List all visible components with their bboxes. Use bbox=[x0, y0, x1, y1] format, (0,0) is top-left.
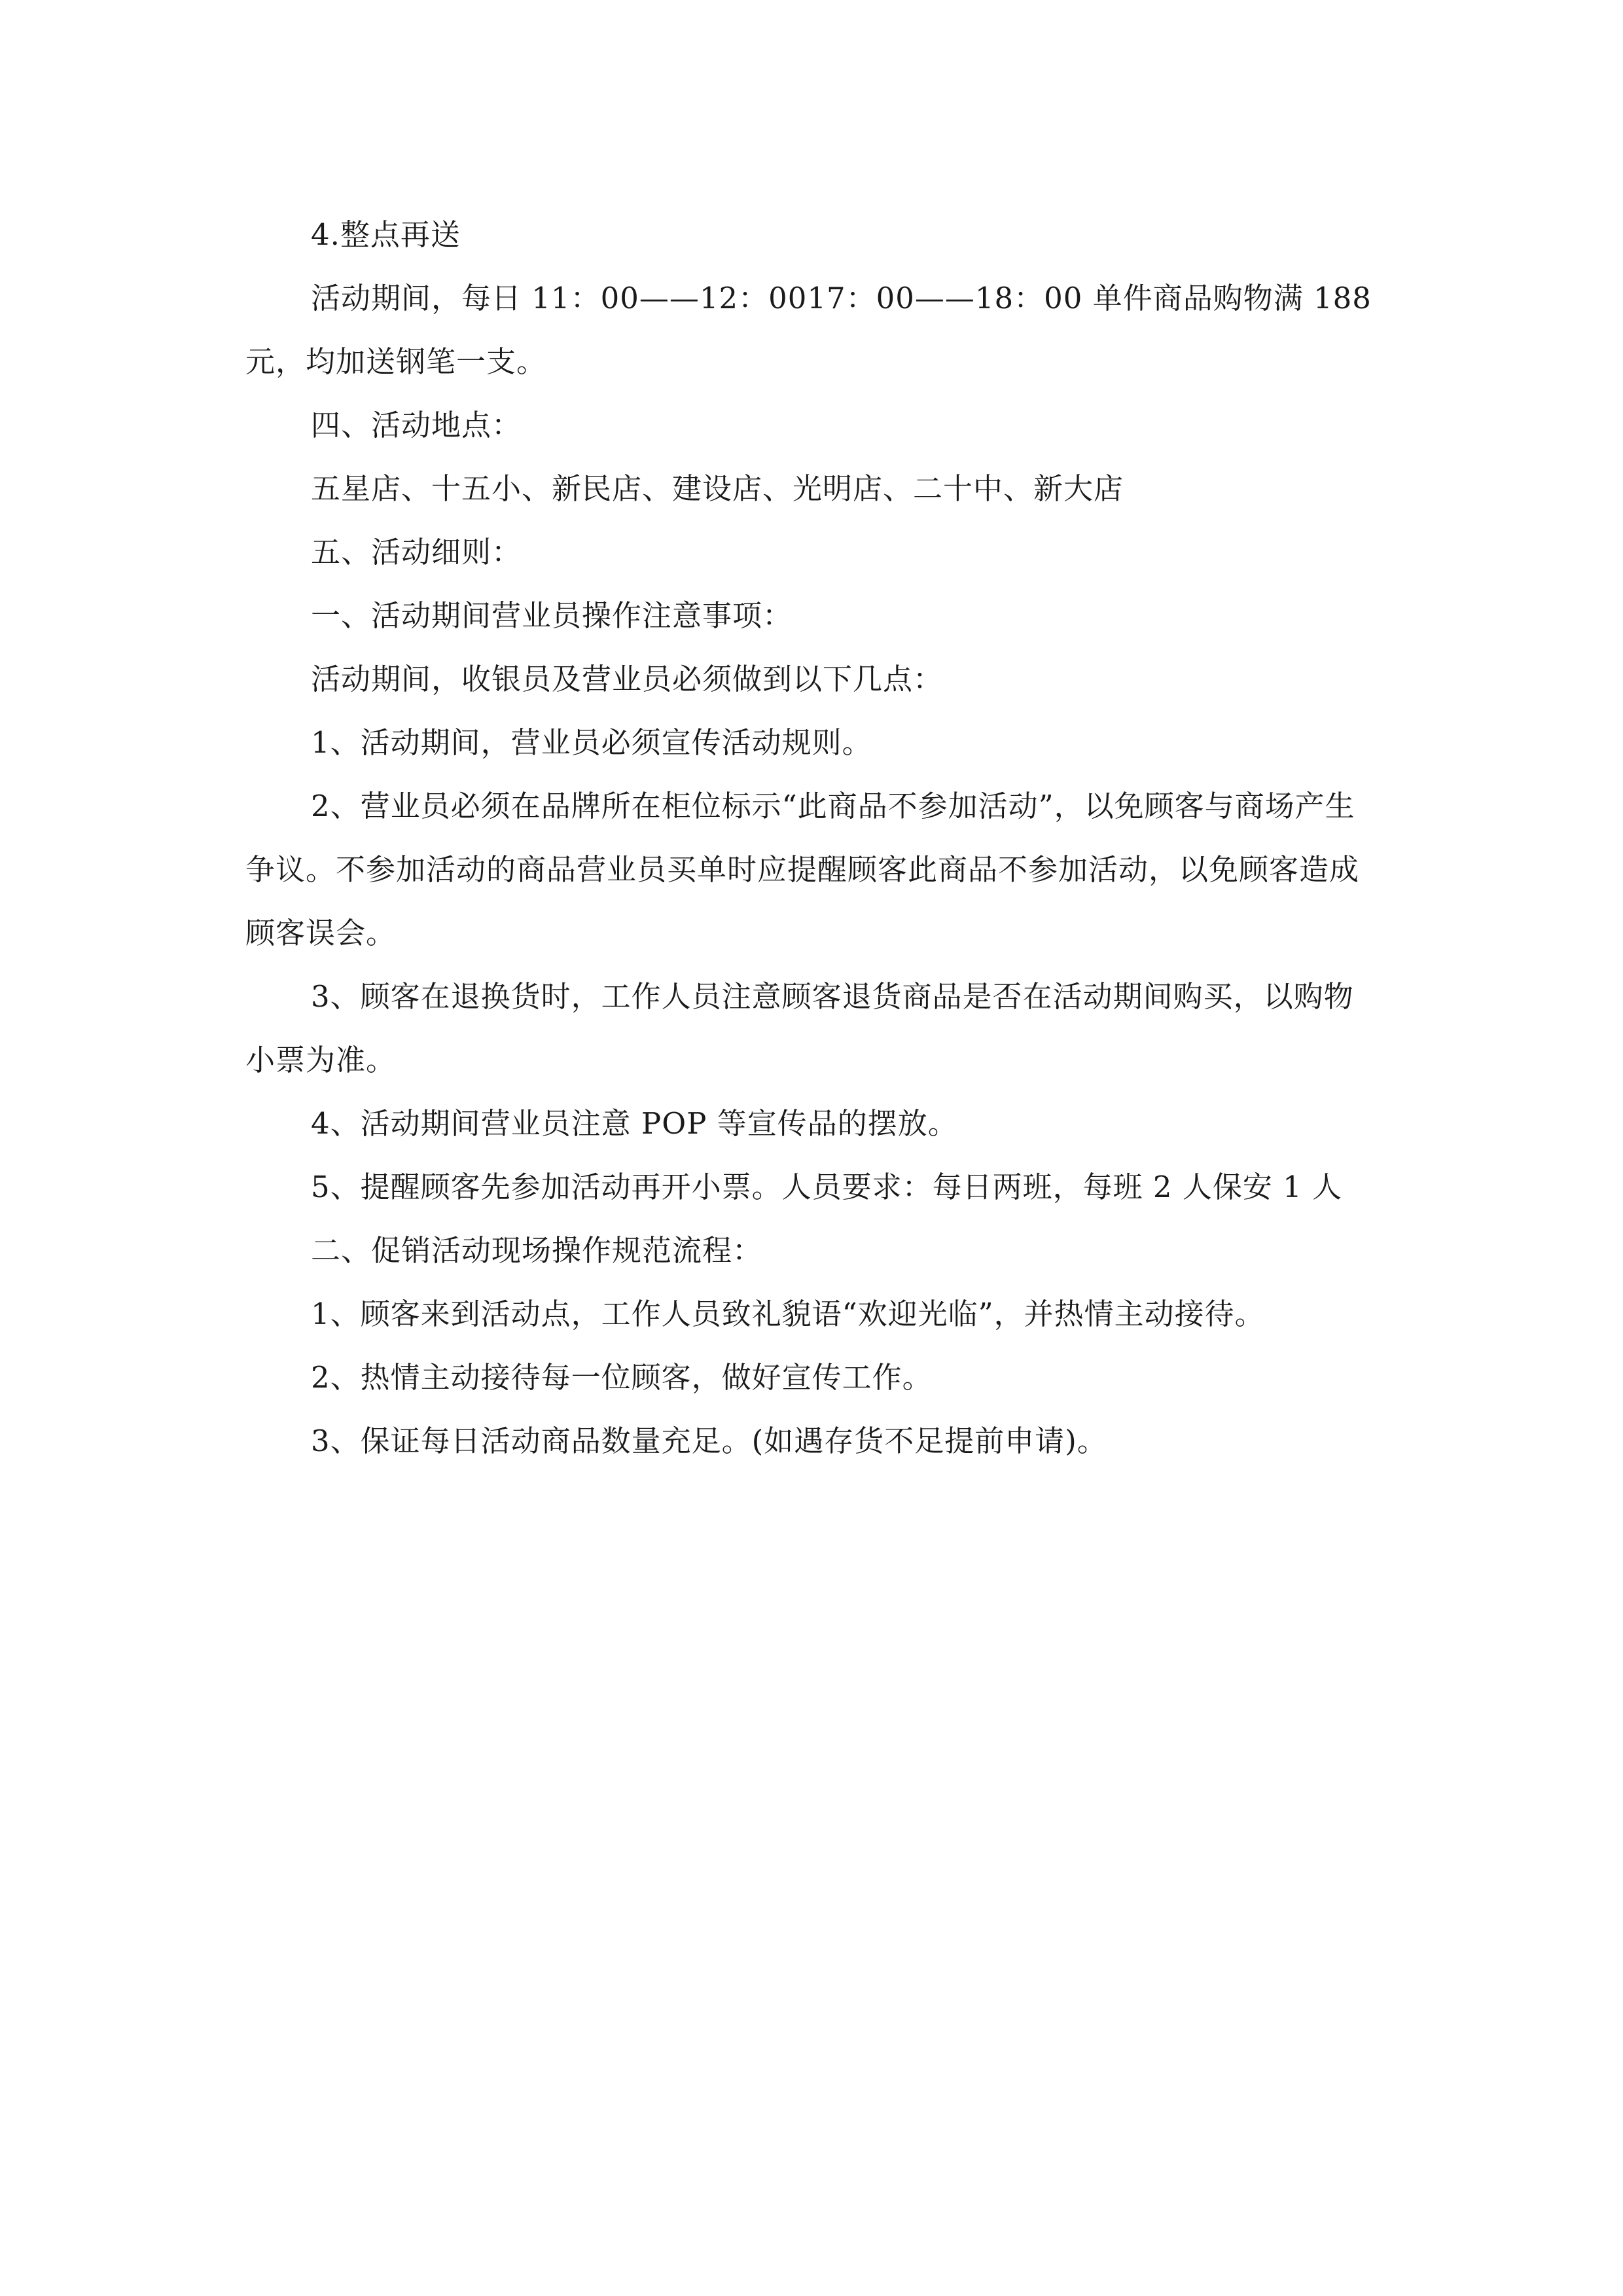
list-item-process-1: 1、顾客来到活动点，工作人员致礼貌语“欢迎光临”，并热情主动接待。 bbox=[311, 1297, 1265, 1331]
subsection-heading-staff-notes: 一、活动期间营业员操作注意事项： bbox=[311, 598, 793, 633]
list-item-staff-4: 4、活动期间营业员注意 POP 等宣传品的摆放。 bbox=[311, 1106, 958, 1141]
paragraph-store-list: 五星店、十五小、新民店、建设店、光明店、二十中、新大店 bbox=[311, 471, 1124, 506]
list-item-staff-3: 3、顾客在退换货时，工作人员注意顾客退货商品是否在活动期间购买，以购物小票为准。 bbox=[245, 979, 1354, 1077]
list-item-staff-1: 1、活动期间，营业员必须宣传活动规则。 bbox=[311, 725, 872, 760]
list-item-process-2: 2、热情主动接待每一位顾客，做好宣传工作。 bbox=[311, 1360, 933, 1395]
section-heading-activity-rules: 五、活动细则： bbox=[311, 535, 522, 569]
subsection-heading-onsite-process: 二、促销活动现场操作规范流程： bbox=[311, 1233, 763, 1268]
section-heading-gift-on-the-hour: 4.整点再送 bbox=[311, 217, 461, 252]
list-item-staff-2: 2、营业员必须在品牌所在柜位标示“此商品不参加活动”，以免顾客与商场产生争议。不参加活动的商品营业员买单时应提醒顾客此商品不参加活动，以免顾客造成顾客误会。 bbox=[245, 789, 1360, 950]
document-body bbox=[245, 203, 1381, 1473]
list-item-staff-5: 5、提醒顾客先参加活动再开小票。人员要求：每日两班，每班 2 人保安 1 人 bbox=[311, 1170, 1343, 1204]
paragraph-staff-requirements-intro: 活动期间，收银员及营业员必须做到以下几点： bbox=[311, 662, 944, 696]
paragraph-activity-time-gift: 活动期间，每日 11：00——12：0017：00——18：00 单件商品购物满 188 元，均加送钢笔一支。 bbox=[245, 281, 1372, 379]
list-item-process-3: 3、保证每日活动商品数量充足。(如遇存货不足提前申请)。 bbox=[311, 1424, 1107, 1458]
section-heading-activity-location: 四、活动地点： bbox=[311, 408, 522, 442]
